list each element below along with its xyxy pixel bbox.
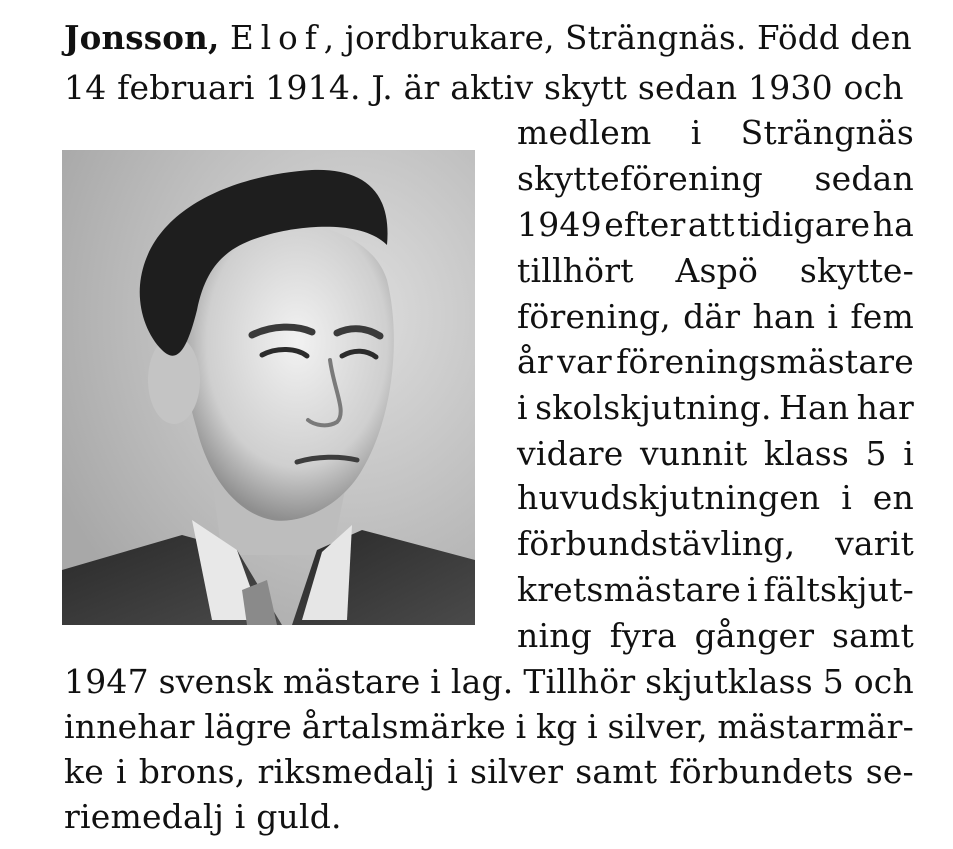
text-word: se- xyxy=(865,752,914,791)
text-line xyxy=(517,159,914,199)
text-word: klass xyxy=(763,434,850,473)
text-word: och xyxy=(853,662,914,701)
text-word: han xyxy=(752,297,816,336)
text-word: svensk xyxy=(158,662,274,701)
text-word: riksmedalj xyxy=(257,752,436,791)
text-word: i xyxy=(690,113,702,152)
text-word: silver, xyxy=(607,707,708,746)
text-word: skjutklass xyxy=(645,662,813,701)
text-word: fyra xyxy=(609,616,677,655)
text-word: medlem xyxy=(517,113,652,152)
text-word: i xyxy=(827,297,839,336)
text-word: ke xyxy=(64,752,104,791)
text-line xyxy=(517,524,914,564)
text-word: i xyxy=(841,478,852,517)
text-line xyxy=(517,297,914,337)
text-word: kretsmästare xyxy=(517,570,742,609)
text-word: var xyxy=(557,342,612,381)
text-word: förening, xyxy=(517,297,671,336)
portrait-photo xyxy=(62,150,475,625)
entry-header-line xyxy=(64,18,914,58)
text-word: i xyxy=(515,707,527,746)
text-word: mästare xyxy=(282,662,421,701)
text-word: brons, xyxy=(138,752,246,791)
text-line xyxy=(517,388,914,428)
text-word: Han xyxy=(779,388,850,427)
text-word: fältskjut- xyxy=(763,570,914,609)
text-word: i xyxy=(517,388,528,427)
text-line xyxy=(517,205,914,245)
text-word: i xyxy=(746,570,758,609)
text-word: skytte- xyxy=(799,251,914,290)
entry-given-name: Elof xyxy=(230,19,324,57)
text-word: vidare xyxy=(517,434,624,473)
text-line xyxy=(517,478,914,518)
text-word: tidigare xyxy=(737,205,871,244)
text-word: gånger xyxy=(694,616,815,655)
text-word: lag. xyxy=(450,662,514,701)
text-word: mästarmär- xyxy=(717,707,914,746)
text-word: Tillhör xyxy=(523,662,636,701)
text-word: fem xyxy=(850,297,914,336)
text-word: innehar xyxy=(64,707,195,746)
text-word: i xyxy=(587,707,598,746)
text-word: efter xyxy=(604,205,686,244)
text-word: 1949 xyxy=(517,205,602,244)
text-line xyxy=(517,570,914,610)
text-line xyxy=(517,113,914,153)
text-word: samt xyxy=(832,616,914,655)
text-word: vunnit xyxy=(640,434,748,473)
text-word: skolskjutning. xyxy=(535,388,772,427)
text-word: i xyxy=(115,752,127,791)
text-line xyxy=(517,251,914,291)
text-word: 5 xyxy=(865,434,887,473)
text-word: föreningsmästare xyxy=(616,342,914,381)
text-word: en xyxy=(872,478,914,517)
text-word: år xyxy=(517,342,553,381)
text-word: lägre xyxy=(204,707,292,746)
text-line xyxy=(517,342,914,382)
text-word: skytteförening xyxy=(517,159,763,198)
text-word: ning xyxy=(517,616,592,655)
text-word: förbundstävling, xyxy=(517,524,796,563)
text-line xyxy=(64,752,914,792)
text-word: årtalsmärke xyxy=(301,707,506,746)
text-word: silver xyxy=(470,752,564,791)
entry-intro-rest: , jordbrukare, Strängnäs. Född den xyxy=(323,19,912,57)
text-line: 14 februari 1914. J. är aktiv skytt sedan 1930 och xyxy=(64,68,904,107)
text-word: kg xyxy=(535,707,578,746)
text-line xyxy=(64,707,914,747)
text-word: 5 xyxy=(822,662,844,701)
text-word: Strängnäs xyxy=(740,113,914,152)
text-word: varit xyxy=(835,524,914,563)
text-word: att xyxy=(687,205,735,244)
text-word: huvudskjutningen xyxy=(517,478,821,517)
text-word: sedan xyxy=(814,159,914,198)
text-word: samt xyxy=(575,752,658,791)
text-word: förbundets xyxy=(669,752,854,791)
text-line xyxy=(64,662,914,702)
text-word: ha xyxy=(872,205,914,244)
text-line xyxy=(517,434,914,474)
text-line: riemedalj i guld. xyxy=(64,797,342,836)
text-word: i xyxy=(447,752,458,791)
text-word: i xyxy=(430,662,442,701)
text-word: har xyxy=(856,388,914,427)
text-line xyxy=(517,616,914,656)
text-word: där xyxy=(683,297,741,336)
text-word: Aspö xyxy=(675,251,759,290)
text-word: 1947 xyxy=(64,662,149,701)
text-word: i xyxy=(903,434,914,473)
text-word: tillhört xyxy=(517,251,634,290)
entry-surname: Jonsson, xyxy=(64,18,220,57)
